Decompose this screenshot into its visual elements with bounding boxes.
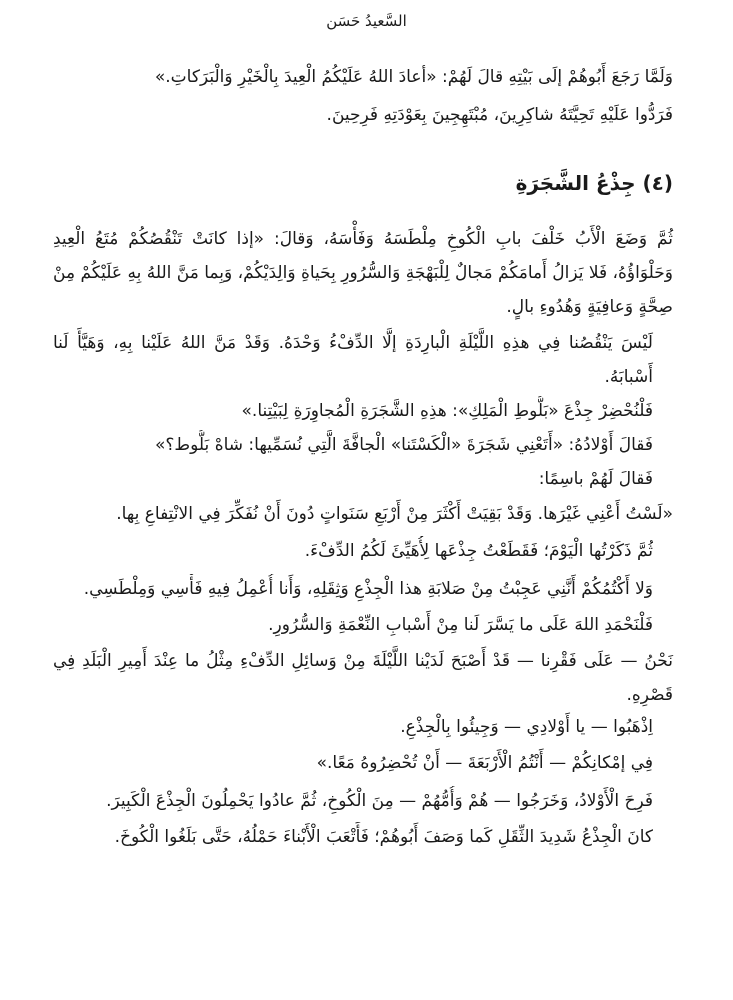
- text-line-11: كانَ الْجِذْعُ شَدِيدَ الثِّقَلِ كَما وَصَفَ أَبُوهُمْ؛ فَأَتْعَبَ الْأَبْناءَ حَمْلُهُ، حَتَّى بَلَغُوا الْكُوخَ.: [114, 827, 653, 847]
- paragraph-1: ثُمَّ وَضَعَ الْأَبُ خَلْفَ بابِ الْكُوخِ مِلْطَسَهُ وَفَأْسَهُ، وَقالَ: «إذا كانَتْ تَنْقُصُكُمْ مُتَعُ الْعِيدِ وَحَلْوَاؤُهُ، فَلا يَزالُ أَمامَكُمْ مَجالٌ لِلْبَهْجَةِ وَالسُّرُورِ بِحَياةِ وَالِدَيْكُمْ، وَبِما مَنَّ اللهُ بِهِ عَلَيْكُمْ مِنْ صِحَّةٍ وَعافِيَةٍ وَهُدُوءِ بالٍ.: [53, 229, 673, 317]
- intro-line-2: فَرَدُّوا عَلَيْهِ تَحِيَّتَهُ شاكِرِينَ، مُبْتَهِجِينَ بِعَوْدَتِهِ فَرِحِينَ.: [326, 105, 673, 125]
- text-line-3: فَقالَ لَهُمْ باسِمًا:: [538, 469, 653, 489]
- text-line-7: فَلْنَحْمَدِ اللهَ عَلَى ما يَسَّرَ لَنا مِنْ أَسْبابِ النِّعْمَةِ وَالسُّرُورِ.: [268, 615, 653, 635]
- text-line-5: ثُمَّ ذَكَرْتُها الْيَوْمَ؛ فَقَطَعْتُ جِذْعَها لِأُهَيِّئَ لَكُمُ الدِّفْءَ.: [304, 541, 653, 561]
- paragraph-2: لَيْسَ يَنْقُصُنا فِي هذِهِ اللَّيْلَةِ الْبارِدَةِ إلَّا الدِّفْءُ وَحْدَهُ. وَقَدْ مَنَّ اللهُ عَلَيْنا بِهِ، وَهَيَّأَ لَنا أَسْبابَهُ.: [53, 333, 653, 387]
- text-line-9: فِي إمْكانِكُمْ — أَنْتُمُ الْأَرْبَعَةَ — أَنْ تُحْضِرُوهُ مَعًا.»: [316, 753, 653, 773]
- text-line-8: اِذْهَبُوا — يا أَوْلادِي — وَجِيئُوا بِالْجِذْعِ.: [400, 717, 653, 737]
- text-line-10: فَرِحَ الْأَوْلادُ، وَخَرَجُوا — هُمْ وَأُمُّهُمْ — مِنَ الْكُوخِ، ثُمَّ عادُوا يَحْمِلُونَ الْجِذْعَ الْكَبِيرَ.: [106, 791, 653, 811]
- chapter-title: (٤) جِذْعُ الشَّجَرَةِ: [515, 171, 673, 195]
- text-line-1: فَلْنُحْضِرْ جِذْعَ «بَلُّوطِ الْمَلِكِ»: هذِهِ الشَّجَرَةِ الْمُجاوِرَةِ لِبَيْتِنا.»: [241, 401, 653, 421]
- paragraph-3: نَحْنُ — عَلَى فَقْرِنا — قَدْ أَصْبَحَ لَدَيْنا اللَّيْلَةَ مِنْ وَسائِلِ الدِّفْءِ مِثْلُ ما عِنْدَ أَمِيرِ الْبَلَدِ فِي قَصْرِهِ.: [53, 651, 673, 705]
- running-header-author: السَّعيدُ حَسَن: [326, 12, 407, 30]
- text-line-4: «لَسْتُ أَعْنِي غَيْرَها. وَقَدْ بَقِيَتْ أَكْثَرَ مِنْ أَرْبَعِ سَنَواتٍ دُونَ أَنْ نُفَكِّرَ فِي الانْتِفاعِ بِها.: [116, 504, 673, 524]
- text-line-6: وَلا أَكْتُمُكُمْ أَنَّنِي عَجِبْتُ مِنْ صَلابَةِ هذا الْجِذْعِ وَثِقَلِهِ، وَأَنا أُعْمِلُ فِيهِ فَأْسِي وَمِلْطَسِي.: [83, 579, 653, 599]
- intro-line-1: وَلَمَّا رَجَعَ أَبُوهُمْ إلَى بَيْتِهِ قالَ لَهُمْ: «أعادَ اللهُ عَلَيْكُمُ الْعِيدَ بِالْخَيْرِ وَالْبَرَكاتِ.»: [154, 67, 673, 87]
- text-line-2: فَقالَ أَوْلادُهُ: «أَتَعْنِي شَجَرَةَ «الْكَسْتَنا» الْجافَّةَ الَّتِي نُسَمِّيها: شاهْ بَلُّوط؟»: [155, 435, 653, 455]
